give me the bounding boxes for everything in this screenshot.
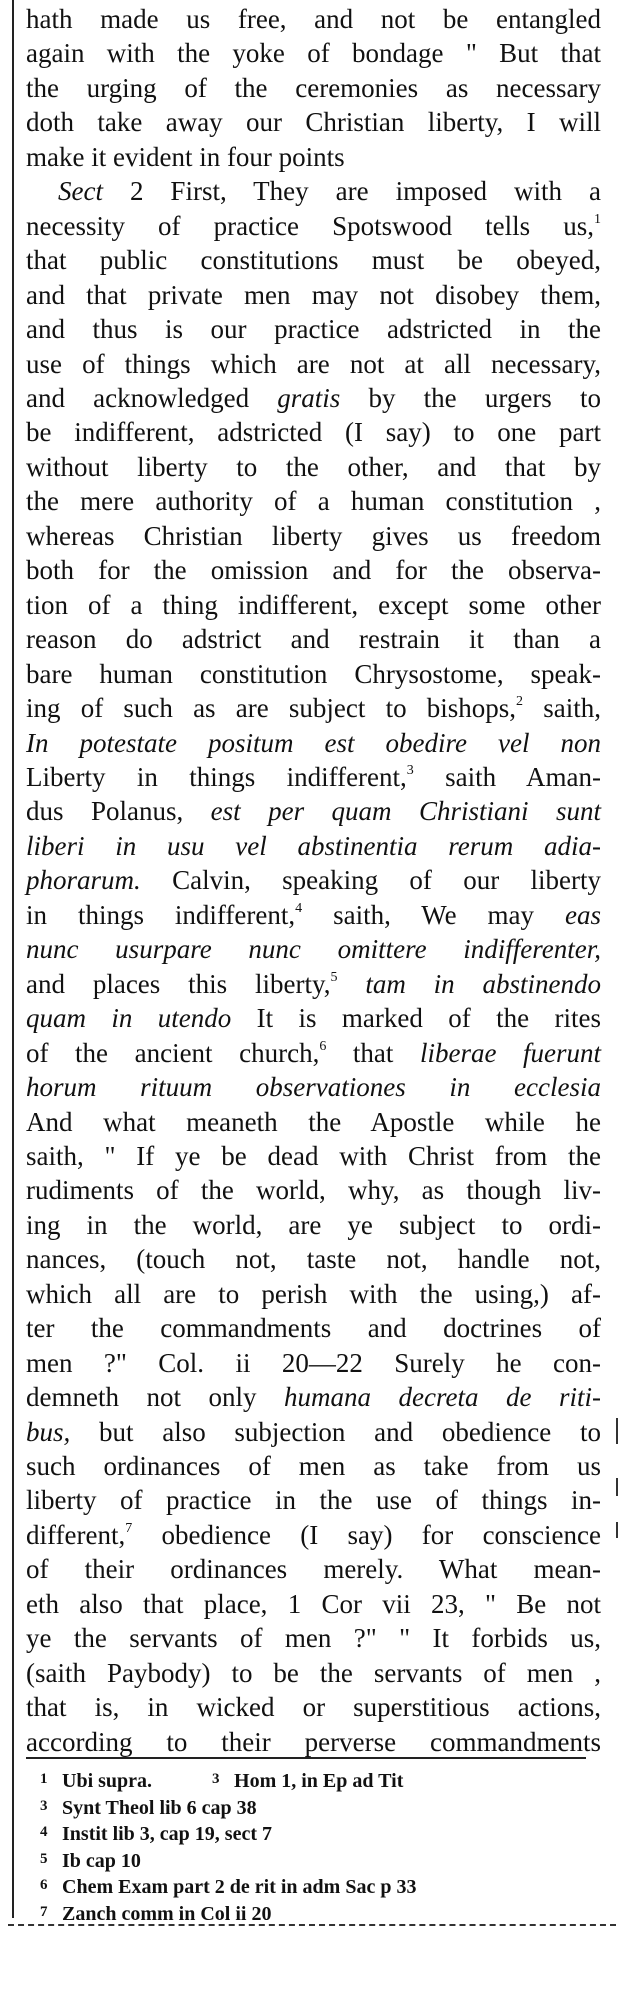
footnote-text: Synt Theol lib 6 cap 38 [62,1796,257,1819]
text-segment: dus Polanus, [26,796,211,827]
text-line [26,312,601,346]
footnote-number: 4 [40,1824,48,1840]
text-line [26,1001,601,1035]
text-line [26,1656,601,1690]
italic-text: tam in abstinendo [365,968,601,999]
text-line [26,1139,601,1173]
text-line [26,381,601,415]
footnote [40,1900,590,1927]
text-line [26,278,601,312]
text-line [26,1311,601,1345]
body-text [26,2,601,1759]
text-line [26,1208,601,1242]
text-segment: ing in the world, are ye subject to ordi- [26,1209,601,1240]
text-line [26,484,601,518]
text-line [26,243,601,277]
footnote-ref: 4 [295,900,303,916]
italic-text: phorarum. [26,865,141,896]
text-line [26,863,601,897]
italic-text: Sect [58,176,103,207]
text-line [26,1518,601,1552]
text-segment: saith, We may [302,899,565,930]
italic-text: quam in utendo [26,1003,232,1034]
text-line [26,1242,601,1276]
text-segment: be indifferent, adstricted (I say) to one part [26,417,601,448]
footnote [40,1767,590,1794]
text-segment: hath made us free, and not be entangled [26,4,601,34]
text-segment: the mere authority of a human constitution , [26,486,601,517]
text-segment: men ?" Col. ii 20—22 Surely he con- [26,1347,601,1378]
text-segment: the urging of the ceremonies as necessary [26,72,601,103]
footnote-number: 3 [212,1771,220,1787]
text-segment: ing of such as are subject to bishops, [26,693,517,724]
text-segment: ye the servants of men ?" " It forbids us, [26,1623,601,1654]
footnote-text: Instit lib 3, cap 19, sect 7 [62,1823,272,1845]
text-segment: different, [26,1519,126,1550]
text-segment: doth take away our Christian liberty, I will [26,107,601,138]
footnote [40,1847,590,1874]
text-segment: saith, [523,693,601,724]
italic-text: nunc usurpare nunc omittere indifferenter, [26,934,601,965]
footnote-text: Hom 1, in Ep ad Tit [234,1770,404,1792]
italic-text: liberae fuerunt [419,1037,601,1068]
text-segment: saith, " If ye be dead with Christ from the [26,1140,601,1171]
text-segment: And what meaneth the Apostle while he [26,1106,601,1137]
text-line [26,1036,601,1070]
text-segment: according to their perverse commandments [26,1726,601,1757]
text-segment: without liberty to the other, and that by [26,451,601,482]
text-line [26,1277,601,1311]
text-line [26,71,601,105]
footnote-text: Zanch comm in Col ii 20 [62,1902,272,1925]
footnote [40,1820,590,1847]
text-line [26,1415,601,1449]
italic-text: humana decreta de riti- [284,1382,601,1413]
text-line [26,519,601,553]
text-segment: and places this liberty, [26,968,331,999]
footnote-number: 6 [40,1877,48,1893]
footnote-number: 3 [40,1797,48,1814]
footnotes [40,1767,590,1926]
text-segment: again with the yoke of bondage " But that [26,38,601,69]
text-segment: ter the commandments and doctrines of [26,1313,601,1344]
text-segment: and acknowledged [26,382,278,413]
text-line [26,1621,601,1655]
text-line [26,105,601,139]
italic-text: liberi in usu vel abstinentia rerum adia- [26,830,601,861]
italic-text: est per quam Christiani sunt [210,796,601,827]
italic-text: In potestate positum est obedire vel non [26,727,601,758]
italic-text: eas [564,899,601,930]
text-segment: such ordinances of men as take from us [26,1451,601,1482]
text-line [26,347,601,381]
footnote-text: Ubi supra. [62,1770,153,1792]
footnote-number: 1 [40,1771,48,1787]
text-line [26,657,601,691]
text-line [26,1380,601,1414]
text-segment: demneth not only [26,1382,285,1413]
footnote-ref: 2 [516,694,524,710]
italic-text: gratis [277,382,341,413]
text-line [26,1690,601,1724]
footnote-number: 7 [40,1903,48,1920]
text-line [26,2,601,36]
text-segment: of the ancient church, [26,1037,320,1068]
text-segment: in things indifferent, [26,899,296,930]
italic-text: horum rituum observationes in ecclesia [26,1072,601,1103]
text-line [26,1552,601,1586]
text-segment: It is marked of the rites [231,1003,601,1034]
text-line [26,450,601,484]
text-segment: eth also that place, 1 Cor vii 23, " Be not [26,1588,601,1619]
text-line [26,622,601,656]
text-line [26,1449,601,1483]
text-segment: Liberty in things indifferent, [26,761,407,792]
text-segment: (saith Paybody) to be the servants of men , [26,1657,601,1688]
text-segment: reason do adstrict and restrain it than a [26,624,601,655]
text-line [26,691,601,725]
text-line [26,1483,601,1517]
footnote-ref: 7 [125,1520,133,1536]
text-segment: 2 First, They are imposed with a [102,176,601,207]
text-line [26,760,601,794]
text-line [26,140,601,174]
text-line [26,898,601,932]
text-segment: bare human constitution Chrysostome, speak- [26,658,601,689]
text-segment: necessity of practice Spotswood tells us, [26,210,594,241]
text-segment: obedience (I say) for conscience [132,1519,601,1550]
text-segment: that public constitutions must be obeyed, [26,245,601,276]
text-segment: of their ordinances merely. What mean- [26,1554,601,1585]
text-segment: use of things which are not at all necessary, [26,348,601,379]
text-line [26,1173,601,1207]
text-segment: by the urgers to [340,382,601,413]
text-line [26,1070,601,1104]
bottom-dashed-rule [8,1924,616,1926]
text-segment: and thus is our practice adstricted in the [26,314,601,345]
text-segment: tion of a thing indifferent, except some other [26,589,601,620]
text-line [26,36,601,70]
footnote-ref: 6 [319,1038,327,1054]
text-segment: rudiments of the world, why, as though liv- [26,1175,601,1206]
text-line [26,932,601,966]
text-segment: make it evident in four points [26,141,345,172]
text-line [26,967,601,1001]
footnote-ref: 3 [406,762,414,778]
right-margin-mark [616,1522,618,1538]
footnote-number: 5 [40,1850,48,1867]
text-line [26,174,601,208]
footnote-ref: 1 [594,211,601,227]
text-segment: but also subjection and obedience to [70,1416,601,1447]
text-line [26,1346,601,1380]
text-line [26,588,601,622]
text-line [26,829,601,863]
text-line [26,415,601,449]
text-line [26,209,601,243]
text-segment: and that private men may not disobey them, [26,279,601,310]
footnote-text: Chem Exam part 2 de rit in adm Sac p 33 [62,1876,417,1898]
footnote-rule [26,1757,586,1759]
text-line [26,1725,601,1759]
left-margin-rule [12,0,14,1918]
text-segment [337,969,365,999]
footnote-ref: 5 [330,969,338,985]
text-segment: both for the omission and for the observa- [26,555,601,586]
text-segment: saith Aman- [413,761,601,792]
footnote [40,1873,590,1900]
text-line [26,1105,601,1139]
text-segment: Calvin, speaking of our liberty [140,865,601,896]
text-segment: that [326,1037,420,1068]
text-line [26,794,601,828]
text-segment: nances, (touch not, taste not, handle not, [26,1244,601,1275]
text-segment: which all are to perish with the using,) af- [26,1278,601,1309]
text-line [26,1587,601,1621]
footnote-text: Ib cap 10 [62,1849,141,1872]
text-segment: whereas Christian liberty gives us freedom [26,520,601,551]
italic-text: bus, [26,1416,71,1447]
text-line [26,726,601,760]
right-margin-mark [616,1418,618,1444]
text-segment: that is, in wicked or superstitious actions, [26,1692,601,1723]
right-margin-mark [616,1478,618,1496]
text-segment: liberty of practice in the use of things in- [26,1485,601,1516]
footnote [40,1794,590,1821]
text-line [26,553,601,587]
